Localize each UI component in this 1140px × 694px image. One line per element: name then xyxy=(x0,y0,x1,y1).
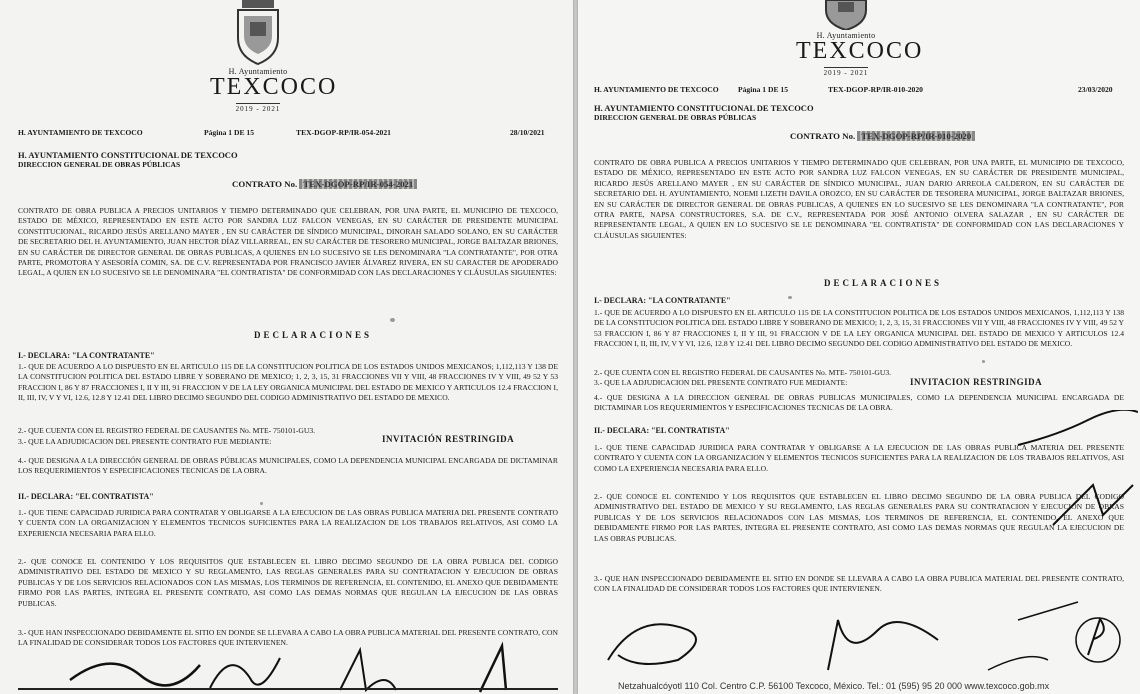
declaration-4: 4.- QUE DESIGNA A LA DIRECCION GENERAL DE OBRAS PUBLICAS MUNICIPALES, COMO LA DEPENDENCIA MUNICIPAL ENCARGADA DE DICTAMINAR LOS REQUERIMIENTOS Y ESPECIFICACIONES TECNICAS DE LA OBRA. xyxy=(594,393,1124,413)
declara-contratista-heading: II.- DECLARA: "EL CONTRATISTA" xyxy=(18,492,154,501)
coat-of-arms-icon xyxy=(820,0,872,30)
invitacion-restringida: INVITACION RESTRINGIDA xyxy=(910,377,1043,387)
header-org: H. AYUNTAMIENTO DE TEXCOCO xyxy=(18,128,143,137)
contratista-declaration-3: 3.- QUE HAN INSPECCIONADO DEBIDAMENTE EL SITIO EN DONDE SE LLEVARA A CABO LA OBRA PUBLICA MATERIAL DEL PRESENTE CONTRATO, CON LA FINALIDAD DE CONSIDERAR TODOS LOS FACTORES QUE INTERVIENEN. xyxy=(18,628,558,648)
footer-address: Netzahualcóyotl 110 Col. Centro C.P. 56100 Texcoco, México. Tel.: 01 (595) 95 20 000 www.texcoco.gob.mx xyxy=(618,681,1050,691)
declaration-4: 4.- QUE DESIGNA A LA DIRECCIÓN GENERAL DE OBRAS PÚBLICAS MUNICIPALES, COMO LA DEPENDENCIA MUNICIPAL ENCARGADA DE DICTAMINAR LOS REQUERIMIENTOS Y ESPECIFICACIONES TECNICAS DE LA OBRA. xyxy=(18,456,558,476)
header-page: Página 1 DE 15 xyxy=(738,85,788,94)
coat-of-arms-icon xyxy=(232,0,284,66)
logo-ayuntamiento-text: H. Ayuntamiento xyxy=(816,31,876,40)
header-org: H. AYUNTAMIENTO DE TEXCOCO xyxy=(594,85,719,94)
contract-number: TEX-DGOP-RP/IR-054-2021 xyxy=(299,179,417,189)
contratista-declaration-1: 1.- QUE TIENE CAPACIDAD JURIDICA PARA CONTRATAR Y OBLIGARSE A LA EJECUCION DE LAS OBRAS PUBLICA MATERIA DEL PRESENTE CONTRATO Y CUENTA CON LA ORGANIZACION Y ELEMENTOS TECNICOS SUFICIENTES PARA LA REALIZACION DE LOS TRABAJOS RELATIVOS, ASI COMO LA EXPERIENCIA NECESARIA PARA ELLO. xyxy=(18,508,558,538)
logo-years-text: 2019 - 2021 xyxy=(823,69,869,77)
intro-paragraph: CONTRATO DE OBRA PUBLICA A PRECIOS UNITARIOS Y TIEMPO DETERMINADO QUE CELEBRAN, POR UNA PARTE, EL MUNICIPIO DE TEXCOCO, ESTADO DE MÉXICO, REPRESENTADO EN ESTE ACTO POR SANDRA LUZ FALCON VENEGAS, EN SU CARÁCTER DE PRESIDENTE MUNICIPAL CONSTITUCIONAL, RICARDO JESÚS ARELLANO MAYER , EN SU CARÁCTER DE SÍNDICO MUNICIPAL, DINORAH SALADO SOLANO, EN SU CARÁCTER DE SECRETARIO DEL H. AYUNTAMIENTO, JUAN HECTOR DÍAZ VILLARREAL, EN SU CARÁCTER DE TESORERO MUNICIPAL, JORGE BALTAZAR BRIONES, EN SU CARÁCTER DE DIRECTOR GENERAL DE OBRAS PUBLICAS, A QUIENES EN LO SUCESIVO SE LES DENOMINARA "LA CONTRATANTE", POR OTRA PARTE, PROMOTORA Y ASESORÍA COMIN, SA. DE C.V. REPRESENTADA POR FRANCISCO JAVIER ÁLVAREZ RIVERA, EN SU CARACTER DE APODERADO LEGAL, A QUIEN EN LO SUCESIVO SE LE DENOMINARA "EL CONTRATISTA" DE CONFORMIDAD CON LAS DECLARACIONES Y CLÁUSULAS SIGUIENTES: xyxy=(18,206,558,278)
contratista-declaration-3: 3.- QUE HAN INSPECCIONADO DEBIDAMENTE EL SITIO EN DONDE SE LLEVARA A CABO LA OBRA PUBLICA MATERIAL DEL PRESENTE CONTRATO, CON LA FINALIDAD DE CONSIDERAR TODOS LOS FACTORES QUE INTERVIENEN. xyxy=(594,574,1124,594)
declara-contratante-heading: I.- DECLARA: "LA CONTRATANTE" xyxy=(594,296,731,305)
margin-signature-icon xyxy=(1008,410,1138,450)
scan-speck xyxy=(260,502,263,505)
scan-speck xyxy=(788,296,792,299)
org-block xyxy=(594,103,814,123)
logo-city-text: TEXCOCO xyxy=(796,38,924,64)
contract-label: CONTRATO No. xyxy=(232,179,298,189)
logo-years-text: 2019 - 2021 xyxy=(235,105,281,113)
signatures-icon xyxy=(588,600,1133,678)
contract-page-right xyxy=(578,0,1140,694)
org-subtitle: DIRECCION GENERAL DE OBRAS PÚBLICAS xyxy=(594,113,757,122)
declaration-2: 2.- QUE CUENTA CON EL REGISTRO FEDERAL DE CAUSANTES No. MTE- 750101-GU3. xyxy=(594,368,892,377)
logo-ayuntamiento-text: H. Ayuntamiento xyxy=(228,67,288,76)
margin-signature-icon xyxy=(1048,480,1138,530)
org-block xyxy=(18,150,238,170)
declaration-3: 3.- QUE LA ADJUDICACION DEL PRESENTE CONTRATO FUE MEDIANTE: xyxy=(594,378,848,387)
logo-city-text: TEXCOCO xyxy=(210,74,338,100)
org-title: H. AYUNTAMIENTO CONSTITUCIONAL DE TEXCOCO xyxy=(594,103,814,113)
org-subtitle: DIRECCION GENERAL DE OBRAS PÚBLICAS xyxy=(18,160,181,169)
declaration-2: 2.- QUE CUENTA CON EL REGISTRO FEDERAL DE CAUSANTES No. MTE- 750101-GU3. xyxy=(18,426,316,435)
signatures-icon xyxy=(40,640,560,694)
declara-contratista-heading: II.- DECLARA: "EL CONTRATISTA" xyxy=(594,426,730,435)
declaration-1: 1.- QUE DE ACUERDO A LO DISPUESTO EN EL ARTICULO 115 DE LA CONSTITUCION POLITICA DE LOS ESTADOS UNIDOS MEXICANOS, 1,112,113 Y 138 DE LA CONSTITUCION POLITICA DEL ESTADO LIBRE Y SOBERANO DE MEXICO; 1, 2, 3, 15, 31 FRACCIONES VII Y VIII, 48 FRACCIONES IV Y VIII, 49 52 Y 53 FRACCION I, 86 Y 87 FRACCIONES I, II Y III, 91 FRACCION V DE LA LEY ORGANICA MUNICIPAL DEL ESTADO DE MEXICO Y ARTICULOS 12.4 FRACCION I, II, III, IV, V Y VI, 12.6, 12.8 Y 12.41 DEL LIBRO DECIMO SEGUNDO DEL CODIGO ADMINISTRATIVO DEL ESTADO DE MEXICO. xyxy=(594,308,1124,349)
scan-speck xyxy=(982,360,985,363)
contratista-declaration-2: 2.- QUE CONOCE EL CONTENIDO Y LOS REQUISITOS QUE ESTABLECEN EL LIBRO DECIMO SEGUNDO DE LA OBRA PUBLICA DEL CODIGO ADMINISTRATIVO DEL ESTADO DE MEXICO Y SU REGLAMENTO, LAS REGLAS GENERALES PARA SU CONTRATACION Y EJECUCION DE OBRAS PUBLICAS Y DE LOS SERVICIOS RELACIONADOS CON LAS MISMAS, LOS TERMINOS DE REFERENCIA, EL CONTENIDO, EL ANEXO QUE DEBIDAMENTE FIRMO POR LAS PARTES, INTEGRA EL PRESENTE CONTRATO, ASI COMO LAS DEMAS NORMAS QUE REGULAN LA EJECUCION DE LAS OBRAS PUBLICAS. xyxy=(18,557,558,608)
header-date: 23/03/2020 xyxy=(1078,85,1113,94)
declaration-3: 3.- QUE LA ADJUDICACION DEL PRESENTE CONTRATO FUE MEDIANTE: xyxy=(18,437,272,446)
header-page: Página 1 DE 15 xyxy=(204,128,254,137)
contract-number: TEX-DGOP-RP/IR-010-2020 xyxy=(857,131,975,141)
texcoco-logo xyxy=(796,0,924,80)
header-ref: TEX-DGOP-RP/IR-054-2021 xyxy=(296,128,391,137)
org-title: H. AYUNTAMIENTO CONSTITUCIONAL DE TEXCOCO xyxy=(18,150,238,160)
declara-contratante-heading: I.- DECLARA: "LA CONTRATANTE" xyxy=(18,351,155,360)
contratista-declaration-2: 2.- QUE CONOCE EL CONTENIDO Y LOS REQUISITOS QUE ESTABLECEN EL LIBRO DECIMO SEGUNDO DE LA OBRA PUBLICA DEL CODIGO ADMINISTRATIVO DEL ESTADO DE MEXICO Y SU REGLAMENTO, LAS REGLAS GENERALES PARA SU CONTRATACION Y EJECUCION DE OBRAS PUBLICAS Y DE LOS SERVICIOS RELACIONADOS CON LAS MISMAS, LOS TERMINOS DE REFERENCIA, EL CONTENIDO, EL ANEXO QUE DEBIDAMENTE FIRMO POR LAS PARTES, INTEGRA EL PRESENTE CONTRATO, ASI COMO LAS DEMAS NORMAS QUE REGULAN LA EJECUCION DE LAS OBRAS PUBLICAS. xyxy=(594,492,1124,543)
invitacion-restringida: INVITACIÓN RESTRINGIDA xyxy=(382,434,515,444)
intro-paragraph: CONTRATO DE OBRA PUBLICA A PRECIOS UNITARIOS Y TIEMPO DETERMINADO QUE CELEBRAN, POR UNA PARTE, EL MUNICIPIO DE TEXCOCO, ESTADO DE MÉXICO, REPRESENTADO EN ESTE ACTO POR SANDRA LUZ FALCON VENEGAS, EN SU CARÁCTER DE PRESIDENTE MUNICIPAL, RICARDO JESÚS ARELLANO MAYER , EN SU CARÁCTER DE SÍNDICO MUNICIPAL, JUAN DARIO ARREOLA CALDERON, EN SU CARÁCTER DE SECRETARIO DEL H. AYUNTAMIENTO, NOEMI LIZETH DAVILA OROZCO, EN SU CARÁCTER DE TESORERA MUNICIPAL, JORGE BALTAZAR BRIONES, EN SU CARÁCTER DE DIRECTOR GENERAL DE OBRAS PUBLICAS, A QUIENES EN LO SUCESIVO SE LES DENOMINARA "LA CONTRATANTE", POR OTRA PARTE, NAPSA CONSTRUCTORES, S.A. DE C.V., REPRESENTADA POR JOSÉ ANTONIO OLVERA SALAZAR , EN SU CARÁCTER DE REPRESENTANTE LEGAL, A QUIEN EN LO SUCESIVO SE LE DENOMINARA "EL CONTRATISTA" DE CONFORMIDAD CON LAS DECLARACIONES Y CLÁUSULAS SIGUIENTES: xyxy=(594,158,1124,240)
contract-number-line xyxy=(790,131,975,141)
scan-speck xyxy=(390,318,395,322)
declaraciones-heading: DECLARACIONES xyxy=(254,330,373,340)
contratista-declaration-1: 1.- QUE TIENE CAPACIDAD JURIDICA PARA CONTRATAR Y OBLIGARSE A LA EJECUCION DE LAS OBRAS PUBLICA MATERIA DEL PRESENTE CONTRATO Y CUENTA CON LA ORGANIZACION Y ELEMENTOS TECNICOS SUFICIENTES PARA LA REALIZACION DE LOS TRABAJOS RELATIVOS, ASI COMO LA EXPERIENCIA NECESARIA PARA ELLO. xyxy=(594,443,1124,473)
declaration-1: 1.- QUE DE ACUERDO A LO DISPUESTO EN EL ARTICULO 115 DE LA CONSTITUCION POLITICA DE LOS ESTADOS UNIDOS MEXICANOS; 1,112,113 Y 138 DE LA CONSTITUCION POLITICA DEL ESTADO LIBRE Y SOBERANO DE MEXICO; 1, 2, 3, 15, 31 FRACCIONES VII Y VIII, 48 FRACCIONES IV Y VIII, 49 52 Y 53 FRACCION I, 86 Y 87 FRACCIONES I, II Y III, 91 FRACCION V DE LA LEY ORGANICA MUNICIPAL DEL ESTADO DE MEXICO Y ARTICULOS 12.4 FRACCION I, II, III, IV, V Y VI, 12.6, 12.8 Y 12.41 DEL LIBRO DECIMO SEGUNDO DEL CODIGO ADMINISTRATIVO DEL ESTADO DE MEXICO. xyxy=(18,362,558,403)
contract-number-line xyxy=(232,179,417,189)
texcoco-logo xyxy=(210,0,338,116)
header-date: 28/10/2021 xyxy=(510,128,545,137)
declaraciones-heading: DECLARACIONES xyxy=(824,278,943,288)
contract-label: CONTRATO No. xyxy=(790,131,856,141)
header-ref: TEX-DGOP-RP/IR-010-2020 xyxy=(828,85,923,94)
bottom-rule xyxy=(18,688,558,690)
